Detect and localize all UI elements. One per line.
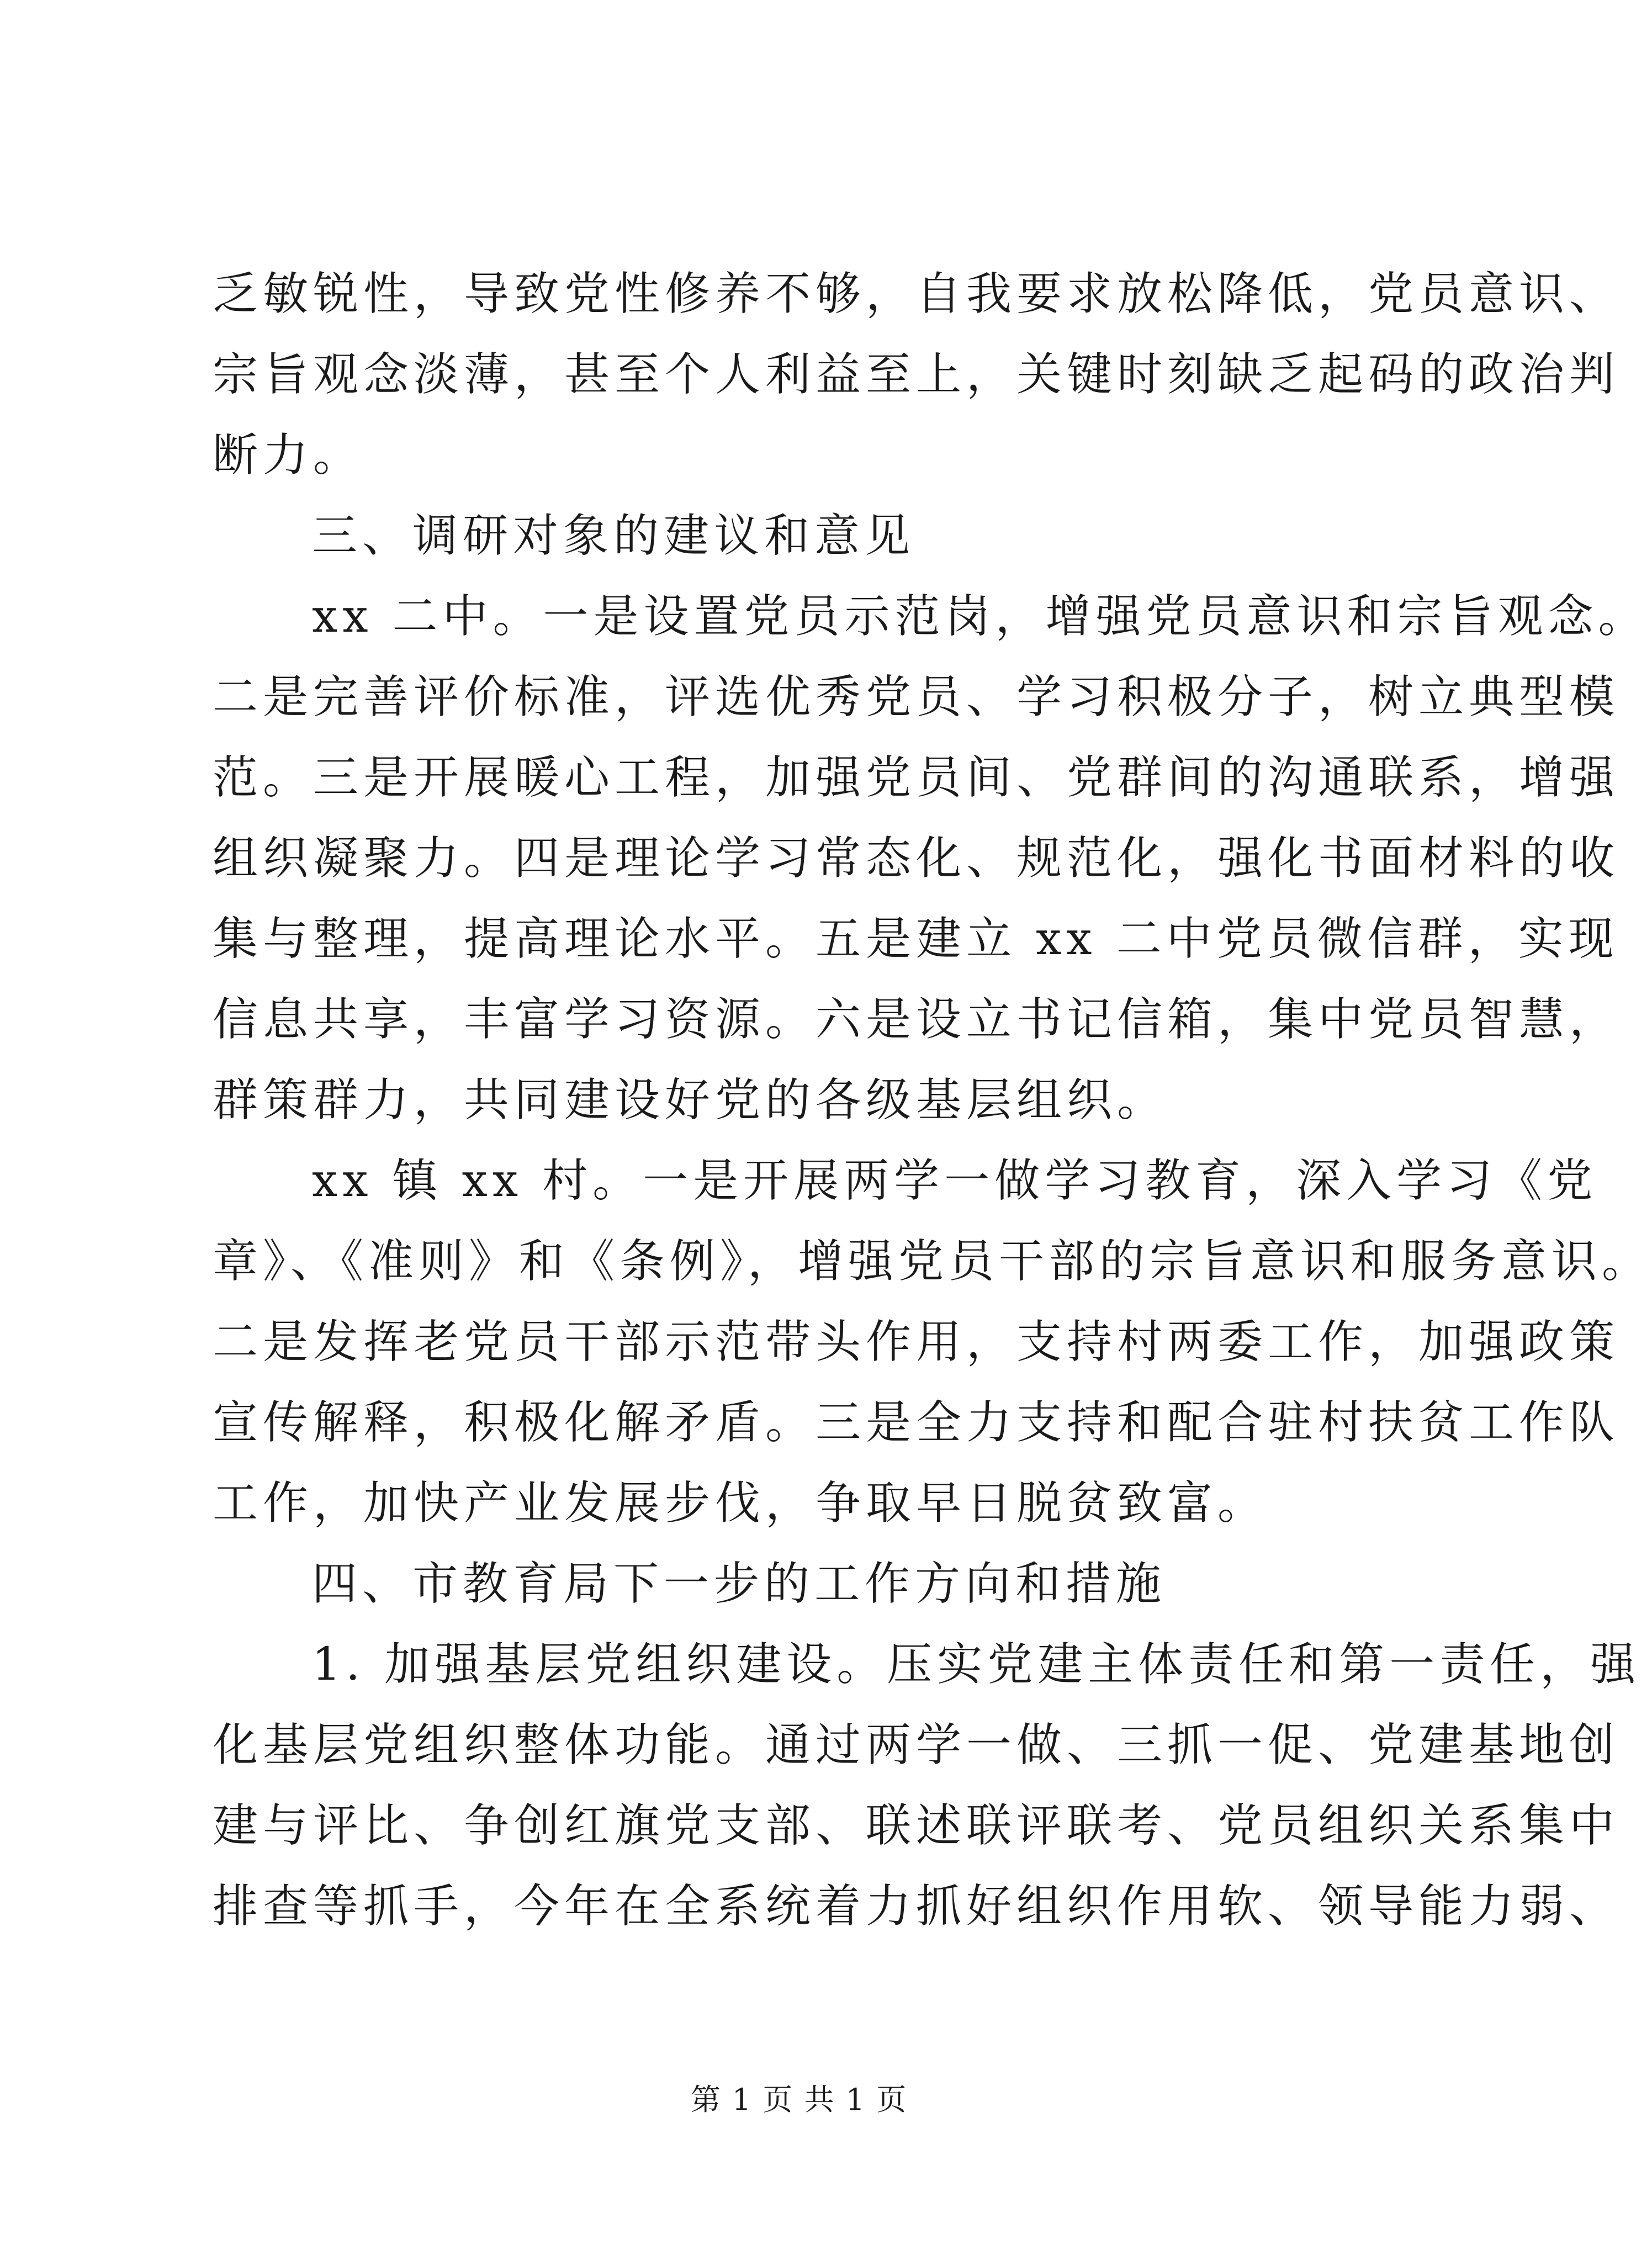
section-heading: 三、调研对象的建议和意见 — [312, 510, 915, 562]
text-line: 信息共享，丰富学习资源。六是设立书记信箱，集中党员智慧， — [213, 993, 1620, 1046]
text-line: 群策群力，共同建设好党的各级基层组织。 — [213, 1074, 1168, 1126]
text-line: 宗旨观念淡薄，甚至个人利益至上，关键时刻缺乏起码的政治判 — [213, 348, 1620, 401]
section-heading: 四、市教育局下一步的工作方向和措施 — [312, 1558, 1167, 1610]
paragraph-start: 1. 加强基层党组织建设。压实党建主体责任和第一责任，强 — [312, 1638, 1641, 1691]
page-footer — [0, 2076, 1598, 2119]
text-line: 乏敏锐性，导致党性修养不够，自我要求放松降低，党员意识、 — [213, 268, 1620, 320]
text-line: 组织凝聚力。四是理论学习常态化、规范化，强化书面材料的收 — [213, 832, 1620, 885]
text-line: 二是发挥老党员干部示范带头作用，支持村两委工作，加强政策 — [213, 1316, 1620, 1368]
paragraph-start: xx 二中。一是设置党员示范岗，增强党员意识和宗旨观念。 — [312, 590, 1649, 643]
text-line: 建与评比、争创红旗党支部、联述联评联考、党员组织关系集中 — [213, 1799, 1620, 1852]
text-line: 排查等抓手，今年在全系统着力抓好组织作用软、领导能力弱、 — [213, 1880, 1620, 1933]
text-line: 二是完善评价标准，评选优秀党员、学习积极分子，树立典型模 — [213, 671, 1620, 723]
text-line: 集与整理，提高理论水平。五是建立 xx 二中党员微信群，实现 — [213, 913, 1619, 965]
text-line: 范。三是开展暖心工程，加强党员间、党群间的沟通联系，增强 — [213, 751, 1620, 804]
text-line: 宣传解释，积极化解矛盾。三是全力支持和配合驻村扶贫工作队 — [213, 1396, 1620, 1449]
page-number-label: 第 1 页 共 1 页 — [690, 2082, 908, 2117]
text-line: 章》、《准则》和《条例》，增强党员干部的宗旨意识和服务意识。 — [213, 1235, 1652, 1288]
paragraph-start: xx 镇 xx 村。一是开展两学一做学习教育，深入学习《党 — [312, 1155, 1598, 1207]
text-line: 化基层党组织整体功能。通过两学一做、三抓一促、党建基地创 — [213, 1719, 1620, 1771]
text-line: 断力。 — [213, 429, 364, 481]
document-body — [213, 254, 1652, 1947]
text-line: 工作，加快产业发展步伐，争取早日脱贫致富。 — [213, 1477, 1268, 1529]
